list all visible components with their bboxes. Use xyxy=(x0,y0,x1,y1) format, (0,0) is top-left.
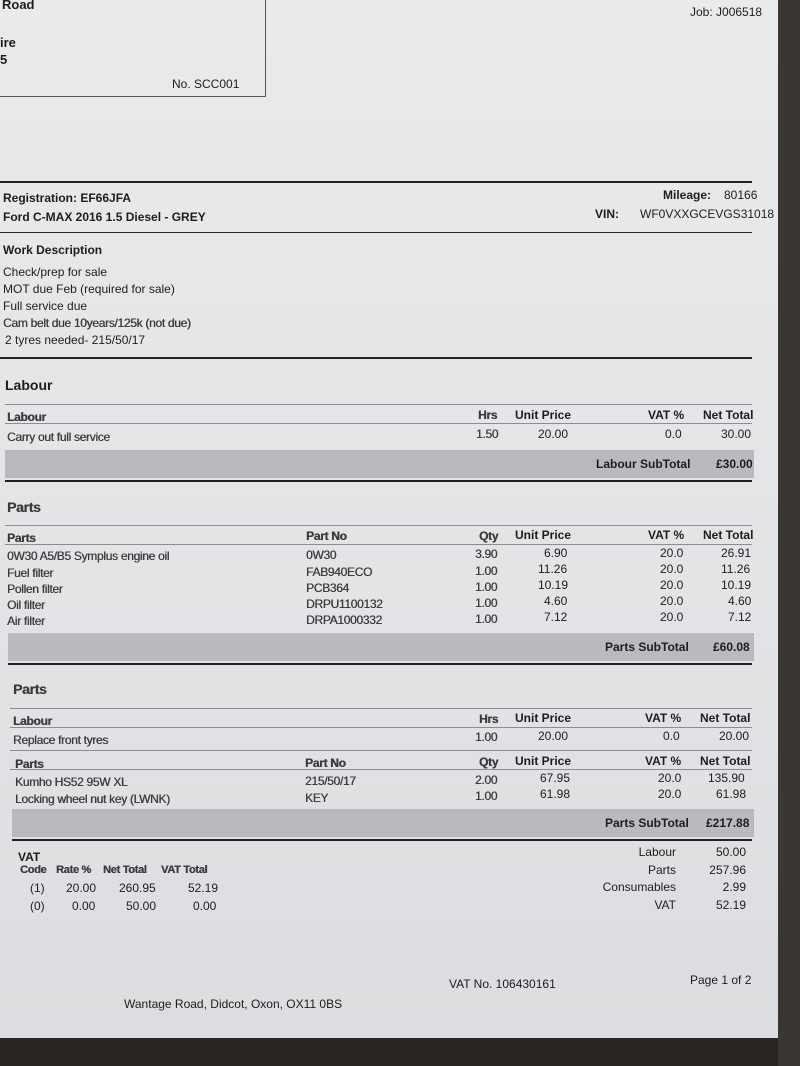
col-header-desc: Labour xyxy=(13,714,52,728)
row-partno: 215/50/17 xyxy=(305,774,356,788)
divider xyxy=(5,544,752,545)
divider xyxy=(10,769,752,770)
divider xyxy=(12,839,752,841)
row-qty: 1.00 xyxy=(475,580,498,594)
row-net: 26.91 xyxy=(721,546,752,560)
total-value: 257.96 xyxy=(709,863,746,877)
row-vat: 20.0 xyxy=(658,771,682,785)
row-desc: Oil filter xyxy=(7,598,45,612)
labour-subtotal-label: Labour SubTotal xyxy=(596,457,691,471)
col-header-hrs: Hrs xyxy=(479,712,499,726)
row-desc: Kumho HS52 95W XL xyxy=(15,775,128,789)
labour-subtotal-value: £30.00 xyxy=(716,457,753,471)
total-label: Parts xyxy=(647,863,676,877)
divider xyxy=(10,708,752,709)
row-unit-price: 11.26 xyxy=(538,562,568,576)
work-line: MOT due Feb (required for sale) xyxy=(3,282,175,296)
work-line: Full service due xyxy=(3,299,88,313)
row-net: 30.00 xyxy=(721,427,752,441)
divider xyxy=(5,404,752,405)
row-partno: DRPU1100132 xyxy=(306,597,383,611)
work-line: 2 tyres needed- 215/50/17 xyxy=(5,333,146,347)
row-vat: 20.0 xyxy=(660,594,684,608)
row-net: 7.12 xyxy=(728,610,752,624)
vat-row-rate: 0.00 xyxy=(72,899,96,913)
row-desc: Fuel filter xyxy=(7,566,54,580)
row-desc: Locking wheel nut key (LWNK) xyxy=(15,792,170,806)
row-vat: 0.0 xyxy=(665,427,682,441)
vat-col-vat: VAT Total xyxy=(161,864,208,876)
vat-row-rate: 20.00 xyxy=(66,881,97,895)
vehicle-description: Ford C-MAX 2016 1.5 Diesel - GREY xyxy=(3,210,206,224)
total-value: 50.00 xyxy=(715,845,746,859)
row-hrs: 1.00 xyxy=(475,730,498,744)
address-fragment: 5 xyxy=(0,52,8,67)
row-partno: 0W30 xyxy=(306,548,337,562)
vat-number: VAT No. 106430161 xyxy=(449,977,556,991)
row-net: 11.26 xyxy=(721,562,751,576)
divider xyxy=(10,727,752,728)
vat-row-code: (0) xyxy=(30,899,45,913)
divider xyxy=(5,423,752,424)
total-label: Labour xyxy=(638,845,676,859)
vat-row-net: 50.00 xyxy=(126,899,157,913)
parts-subtotal-label: Parts SubTotal xyxy=(605,640,689,654)
col-header-net: Net Total xyxy=(700,754,751,768)
row-partno: FAB940ECO xyxy=(306,565,373,579)
divider xyxy=(0,181,752,183)
col-header-qty: Qty xyxy=(479,529,499,543)
work-line: Check/prep for sale xyxy=(3,265,108,279)
row-vat: 20.0 xyxy=(658,787,682,801)
row-qty: 2.00 xyxy=(475,773,498,787)
col-header-vat: VAT % xyxy=(645,711,682,725)
vat-title: VAT xyxy=(18,850,41,864)
vat-row-code: (1) xyxy=(30,881,45,895)
row-unit-price: 4.60 xyxy=(544,594,568,608)
mileage-label: Mileage: xyxy=(663,188,712,202)
row-qty: 1.00 xyxy=(475,596,498,610)
work-line: Cam belt due 10years/125k (not due) xyxy=(3,316,191,330)
col-header-desc: Parts xyxy=(7,531,36,545)
row-desc: Replace front tyres xyxy=(13,733,109,747)
vat-col-code: Code xyxy=(20,864,47,876)
col-header-unit-price: Unit Price xyxy=(515,528,572,542)
labour-section-title: Labour xyxy=(5,377,53,393)
parts-section-title: Parts xyxy=(7,499,41,515)
row-net: 61.98 xyxy=(716,787,747,801)
total-value: 2.99 xyxy=(722,880,746,894)
tyres-subtotal-value: £217.88 xyxy=(706,816,750,830)
row-partno: KEY xyxy=(305,791,329,805)
row-partno: PCB364 xyxy=(306,581,349,595)
row-vat: 0.0 xyxy=(663,729,680,743)
col-header-hrs: Hrs xyxy=(478,408,498,422)
col-header-desc: Parts xyxy=(15,757,44,771)
row-desc: 0W30 A5/B5 Symplus engine oil xyxy=(7,549,170,563)
row-desc: Pollen filter xyxy=(7,582,63,596)
parts-subtotal-value: £60.08 xyxy=(713,640,750,654)
total-value: 52.19 xyxy=(715,898,746,912)
row-desc: Air filter xyxy=(7,614,45,628)
vat-col-rate: Rate % xyxy=(56,864,91,876)
tyres-subtotal-label: Parts SubTotal xyxy=(605,816,689,830)
row-net: 4.60 xyxy=(728,594,752,608)
col-header-vat: VAT % xyxy=(648,408,685,422)
row-vat: 20.0 xyxy=(660,562,684,576)
row-unit-price: 7.12 xyxy=(544,610,568,624)
row-net: 135.90 xyxy=(708,771,745,785)
row-partno: DRPA1000332 xyxy=(306,613,382,627)
tyres-section-title: Parts xyxy=(13,681,47,697)
background-edge xyxy=(778,0,800,1066)
document-number: No. SCC001 xyxy=(172,77,240,91)
total-label: VAT xyxy=(654,898,676,912)
divider xyxy=(8,663,752,665)
job-number: Job: J006518 xyxy=(690,5,763,19)
col-header-net: Net Total xyxy=(703,528,754,542)
vat-row-vat: 52.19 xyxy=(188,881,219,895)
row-unit-price: 67.95 xyxy=(540,771,571,785)
divider xyxy=(5,525,752,526)
row-unit-price: 20.00 xyxy=(538,729,569,743)
work-description-title: Work Description xyxy=(3,243,103,257)
total-label: Consumables xyxy=(602,880,676,894)
col-header-vat: VAT % xyxy=(645,754,682,768)
address-fragment: Road xyxy=(2,0,35,12)
row-qty: 3.90 xyxy=(475,547,498,561)
row-desc: Carry out full service xyxy=(7,430,110,444)
col-header-vat: VAT % xyxy=(648,528,685,542)
row-vat: 20.0 xyxy=(660,610,684,624)
col-header-net: Net Total xyxy=(700,711,751,725)
vat-row-vat: 0.00 xyxy=(193,899,217,913)
row-unit-price: 20.00 xyxy=(538,427,569,441)
col-header-unit-price: Unit Price xyxy=(515,711,572,725)
address-fragment: ire xyxy=(0,35,16,50)
page-number: Page 1 of 2 xyxy=(690,973,752,987)
footer-address: Wantage Road, Didcot, Oxon, OX11 0BS xyxy=(124,997,343,1011)
divider xyxy=(10,750,752,751)
col-header-partno: Part No xyxy=(305,756,346,770)
col-header-qty: Qty xyxy=(479,755,499,769)
row-unit-price: 6.90 xyxy=(544,546,568,560)
col-header-desc: Labour xyxy=(7,410,46,424)
registration: Registration: EF66JFA xyxy=(3,191,132,205)
mileage-value: 80166 xyxy=(724,188,758,202)
row-net: 20.00 xyxy=(719,729,750,743)
col-header-partno: Part No xyxy=(306,529,347,543)
row-vat: 20.0 xyxy=(660,546,684,560)
col-header-unit-price: Unit Price xyxy=(515,408,572,422)
vin-value: WF0VXXGCEVGS31018 xyxy=(640,207,775,221)
vat-row-net: 260.95 xyxy=(119,881,156,895)
row-qty: 1.00 xyxy=(475,564,498,578)
row-hrs: 1.50 xyxy=(476,427,499,441)
col-header-net: Net Total xyxy=(703,408,754,422)
vat-col-net: Net Total xyxy=(103,864,147,876)
divider xyxy=(0,232,752,233)
divider xyxy=(0,357,752,359)
row-net: 10.19 xyxy=(721,578,752,592)
row-qty: 1.00 xyxy=(475,789,498,803)
col-header-unit-price: Unit Price xyxy=(515,754,572,768)
row-unit-price: 61.98 xyxy=(540,787,571,801)
vin-label: VIN: xyxy=(595,207,619,221)
row-unit-price: 10.19 xyxy=(538,578,569,592)
divider xyxy=(5,480,752,482)
row-vat: 20.0 xyxy=(660,578,684,592)
row-qty: 1.00 xyxy=(475,612,498,626)
